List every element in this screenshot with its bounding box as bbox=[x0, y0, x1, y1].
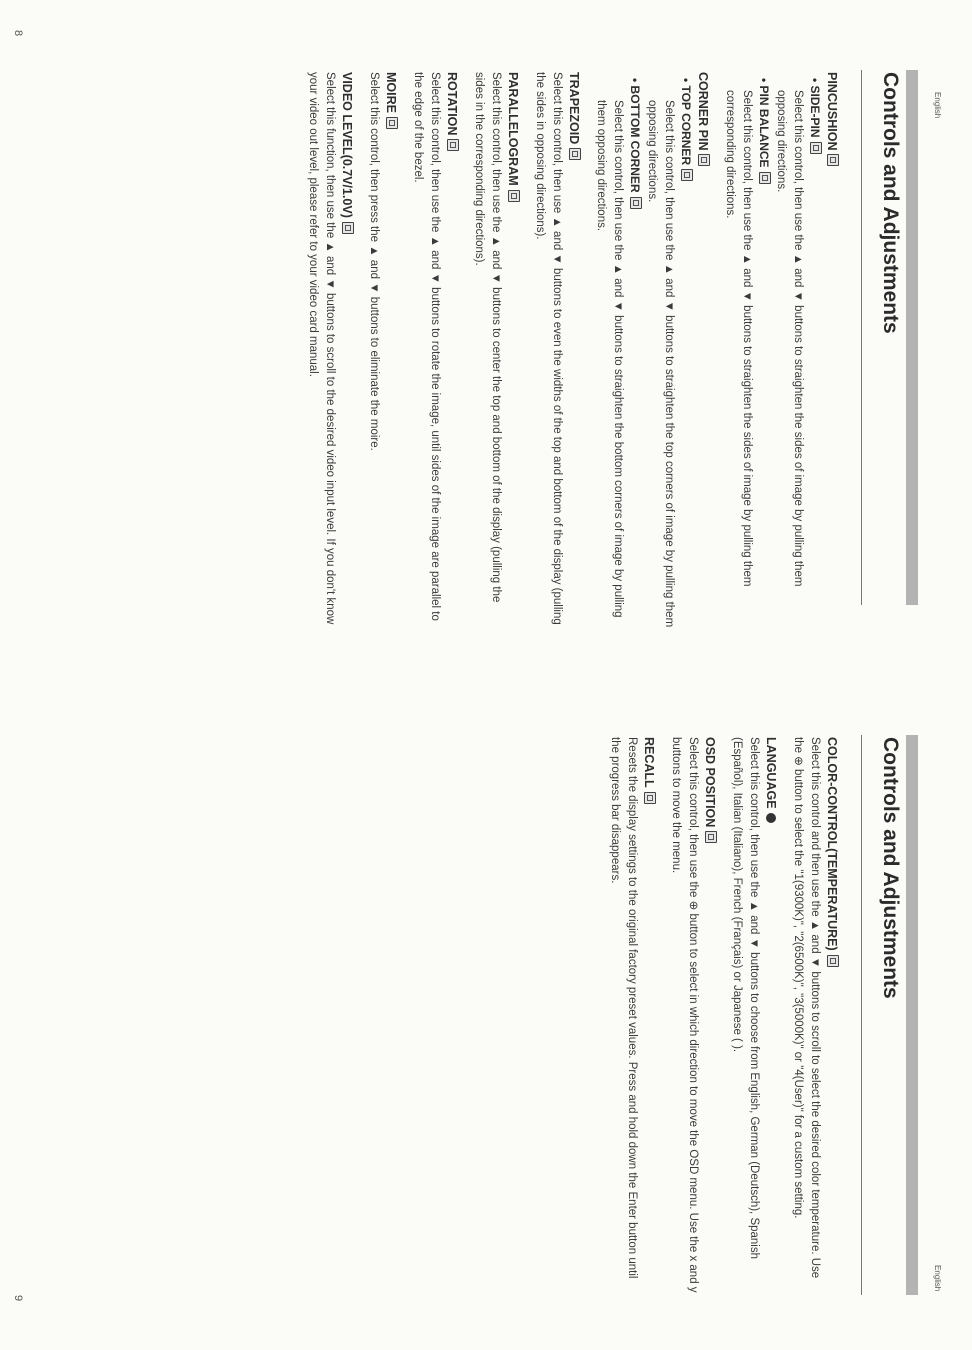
heading-recall: RECALL bbox=[640, 737, 657, 1297]
parallelogram-icon bbox=[508, 190, 520, 202]
heading-osd-position: OSD POSITION bbox=[701, 737, 718, 1297]
text-color-control: Select this control and then use the ▲ and ▼ buttons to scroll to select the desired color temperature. Use the ⊕ button to select the "1(9300K)", "2(6500K)", "3(5000K)" or "4(User)" for a custom setting. bbox=[792, 737, 821, 1279]
trapezoid-icon bbox=[569, 148, 581, 160]
text-parallelogram: Select this control, then use the ▲ and ▼ buttons to center the top and bottom of the display (pulling the sides in the corresponding directions). bbox=[473, 72, 502, 603]
globe-icon bbox=[766, 813, 776, 823]
moire-icon bbox=[386, 117, 398, 129]
text-osd-position: Select this control, then use the ⊕ button to select in which direction to move the OSD menu. Use the x and y buttons to move the menu. bbox=[670, 737, 699, 1293]
language-label: English bbox=[933, 1265, 942, 1292]
subheading-bottom-corner: • BOTTOM CORNER bbox=[626, 72, 643, 632]
heading-pincushion: PINCUSHION bbox=[823, 72, 840, 632]
page-title: Controls and Adjustments bbox=[879, 737, 902, 999]
text-side-pin: Select this control, then use the ▲ and ▼ buttons to straighten the sides of image by pulling them opposing directions. bbox=[775, 90, 804, 587]
subheading-side-pin: • SIDE-PIN bbox=[806, 72, 823, 632]
text-top-corner: Select this control, then use the ▲ and ▼ buttons to straighten the top corners of image by pulling them opposing directions. bbox=[646, 100, 675, 628]
header-bar bbox=[906, 70, 918, 605]
heading-color-control: COLOR-CONTROL(TEMPERATURE) bbox=[823, 737, 840, 1297]
page-number: 9 bbox=[12, 1295, 24, 1302]
title-rule bbox=[861, 735, 862, 1295]
heading-moire: MOIRE bbox=[382, 72, 399, 632]
heading-language: LANGUAGE bbox=[762, 737, 779, 1297]
title-rule bbox=[861, 70, 862, 605]
osd-position-icon bbox=[705, 831, 717, 843]
text-language: Select this control, then use the ▲ and ▼ buttons to choose from English, German (Deutsch), Spanish (Español), Italian (Italiano), French (Français) or Japanese ( ). bbox=[731, 737, 760, 1260]
page-8-content bbox=[304, 72, 850, 632]
color-control-icon bbox=[827, 955, 839, 967]
text-rotation: Select this control, then use the ▲ and ▼ buttons to rotate the image, until sides of the image are parallel to the edge of the bezel. bbox=[412, 72, 441, 621]
text-bottom-corner: Select this control, then use the ▲ and ▼ buttons to straighten the bottom corners of image by pulling them opposing directions. bbox=[595, 100, 624, 618]
side-pin-icon bbox=[810, 142, 822, 154]
subheading-pin-balance: • PIN BALANCE bbox=[755, 72, 772, 632]
heading-parallelogram: PARALLELOGRAM bbox=[504, 72, 521, 632]
page-number: 8 bbox=[12, 30, 24, 37]
text-recall: Resets the display settings to the original factory preset values. Press and hold down the Enter button until the progress bar disappears. bbox=[609, 737, 638, 1279]
pincushion-icon bbox=[827, 154, 839, 166]
page-9 bbox=[0, 675, 972, 1350]
heading-corner-pin: CORNER PIN bbox=[694, 72, 711, 632]
recall-icon bbox=[644, 792, 656, 804]
subheading-top-corner: • TOP CORNER bbox=[677, 72, 694, 632]
page-title: Controls and Adjustments bbox=[879, 72, 902, 334]
video-level-icon bbox=[342, 222, 354, 234]
header-bar bbox=[906, 735, 918, 1295]
pin-balance-icon bbox=[759, 172, 771, 184]
page-9-content bbox=[606, 737, 850, 1297]
text-moire: Select this control, then press the ▲ and ▼ buttons to eliminate the moire. bbox=[368, 72, 380, 451]
corner-pin-icon bbox=[698, 154, 710, 166]
bottom-corner-icon bbox=[630, 197, 642, 209]
language-label: English bbox=[933, 92, 942, 119]
text-video-level: Select this function, then use the ▲ and ▼ buttons to scroll to the desired video input level. If you don't know your video out level, please refer to your video card manual. bbox=[307, 72, 336, 625]
rotation-icon bbox=[447, 139, 459, 151]
heading-video-level: VIDEO LEVEL(0.7V/1.0V) bbox=[338, 72, 355, 632]
heading-trapezoid: TRAPEZOID bbox=[565, 72, 582, 632]
text-trapezoid: Select this control, then use ▲ and ▼ buttons to even the widths of the top and bottom of the display (pulling the sides in opposing directions). bbox=[534, 72, 563, 625]
heading-rotation: ROTATION bbox=[443, 72, 460, 632]
text-pin-balance: Select this control, then use the ▲ and ▼ buttons to straighten the sides of image by pulling them corresponding directions. bbox=[724, 90, 753, 587]
top-corner-icon bbox=[681, 169, 693, 181]
